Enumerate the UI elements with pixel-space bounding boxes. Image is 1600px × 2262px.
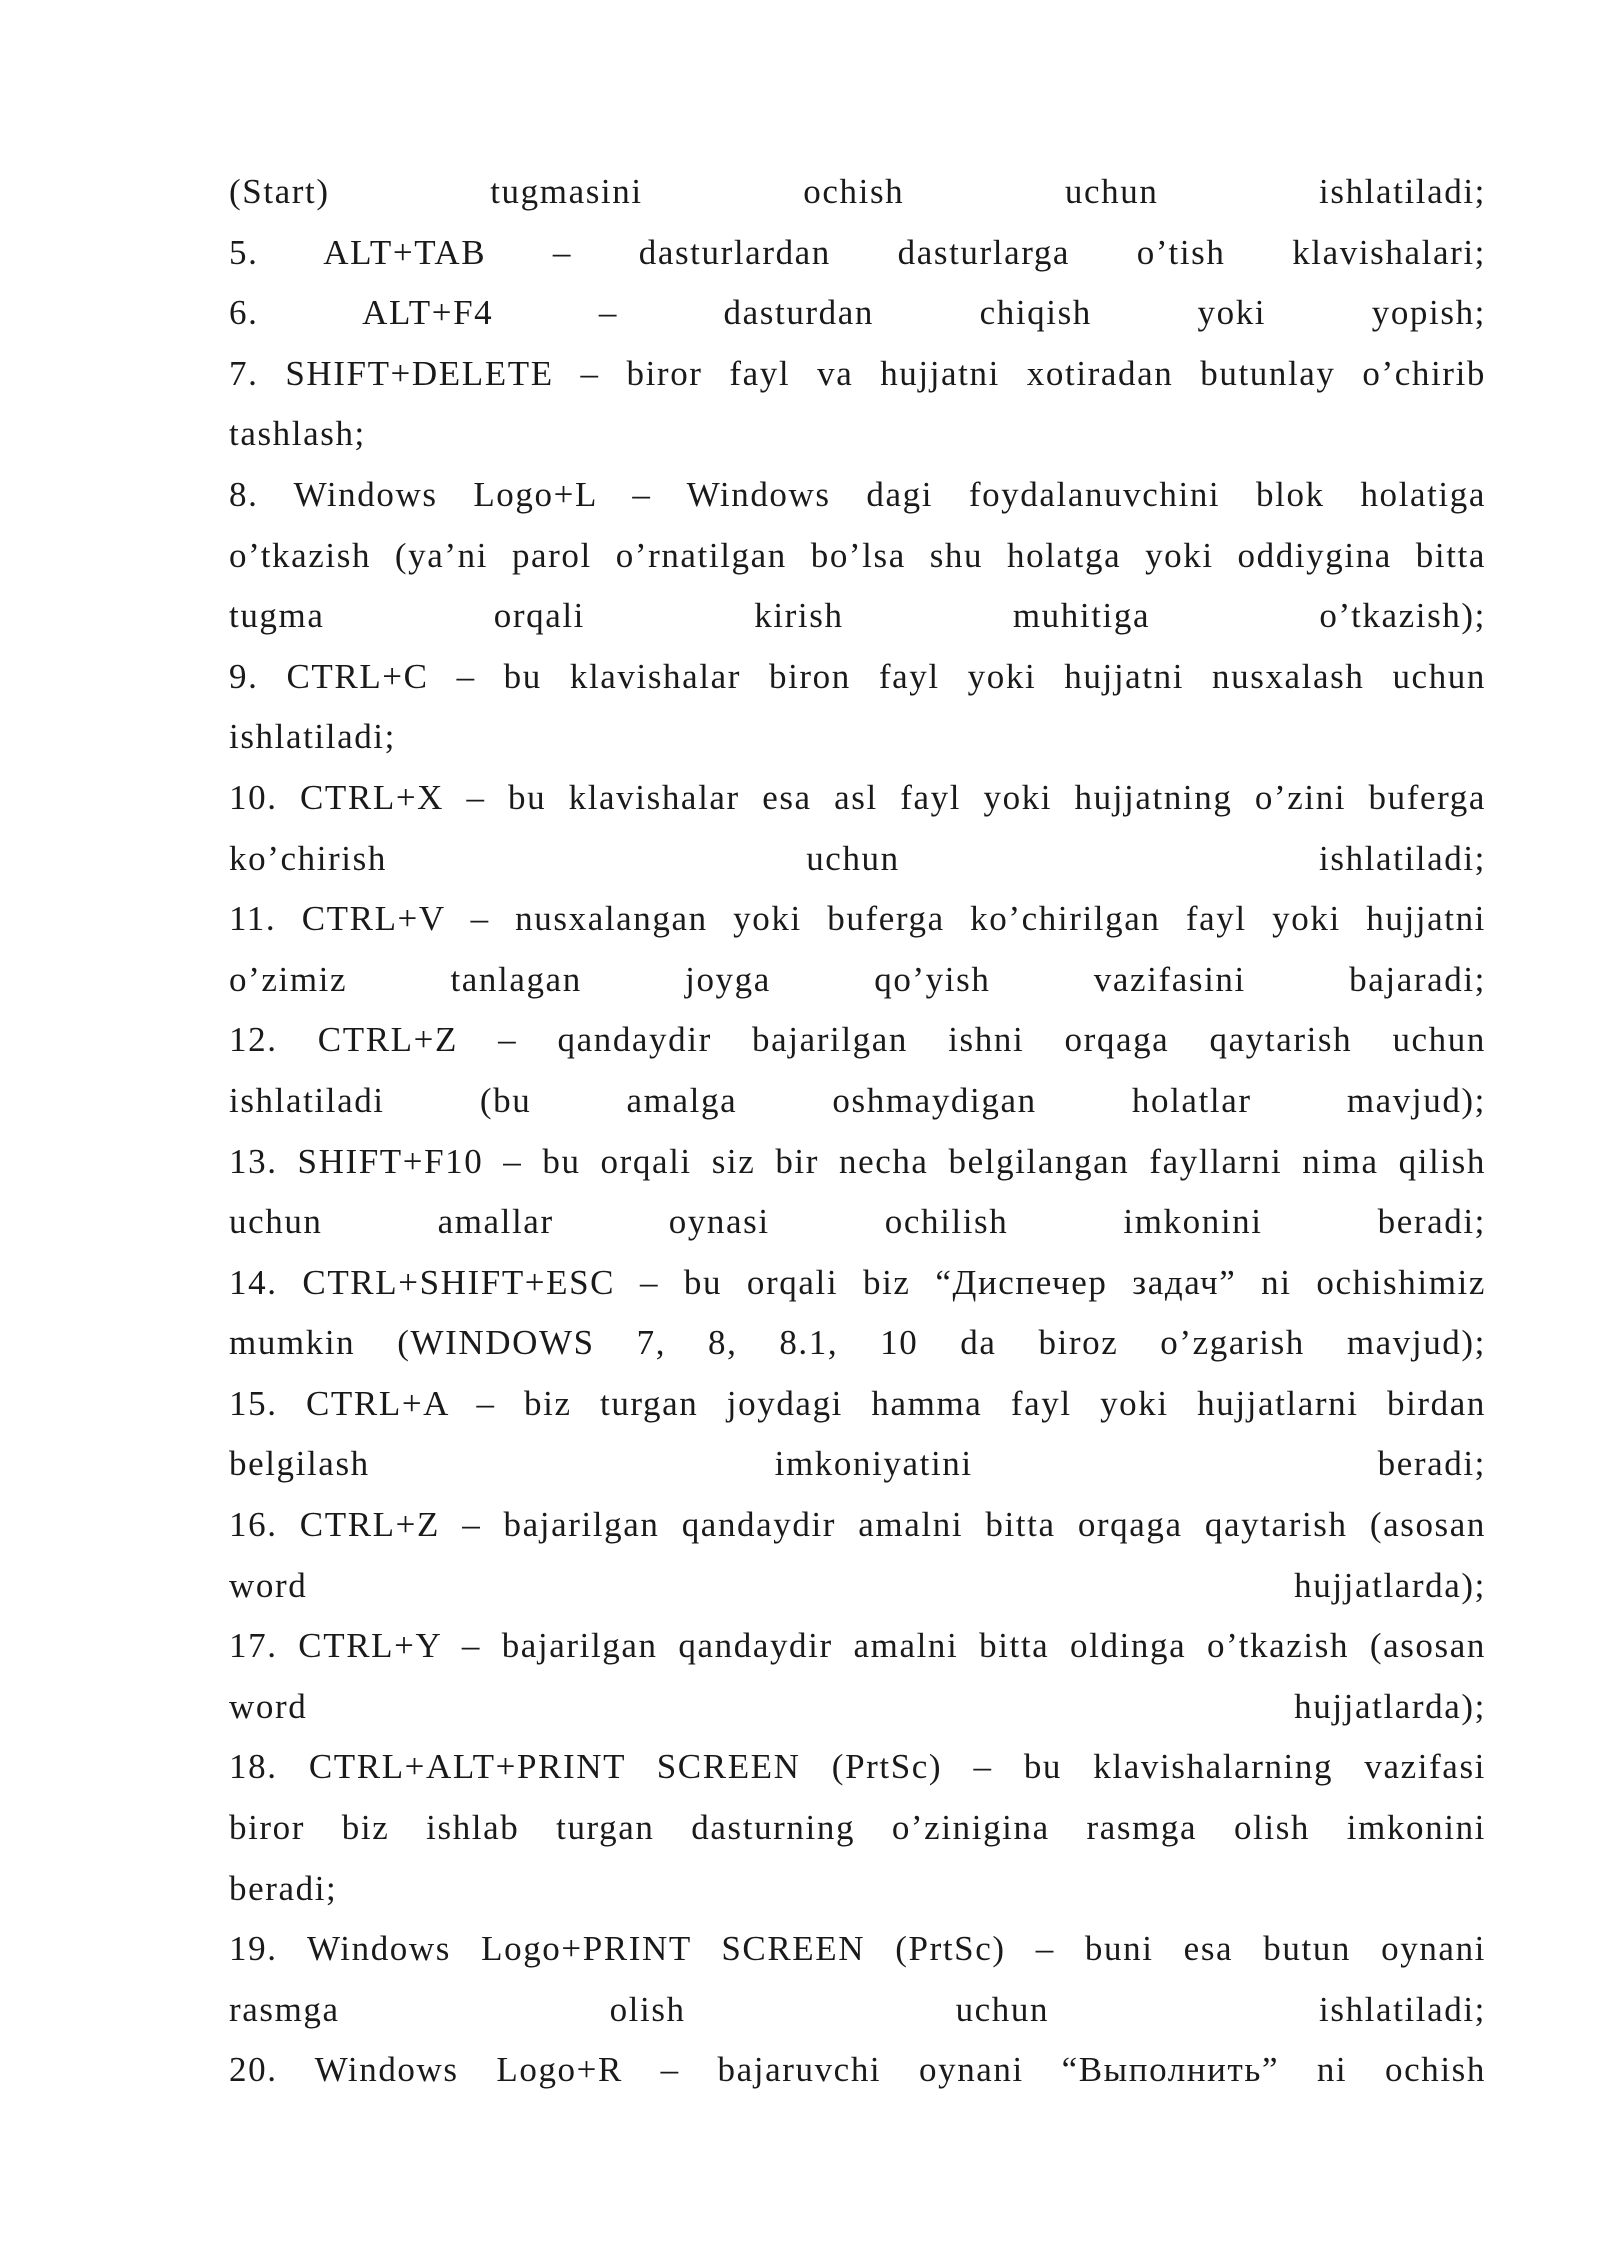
text-line: beradi; (229, 1868, 338, 1908)
text-line: belgilash imkoniyatini beradi; (229, 1444, 1486, 1484)
text-line: o’tkazish (ya’ni parol o’rnatilgan bo’lsa shu holatga yoki oddiygina bitta (229, 535, 1486, 575)
text-line: ishlatiladi; (229, 717, 396, 757)
text-line: word hujjatlarda); (229, 1686, 1486, 1726)
text-line: 10. CTRL+X – bu klavishalar esa asl fayl yoki hujjatning o’zini buferga (229, 777, 1486, 817)
text-line: 5. ALT+TAB – dasturlardan dasturlarga o’tish klavishalari; (229, 232, 1486, 272)
text-line: uchun amallar oynasi ochilish imkonini beradi; (229, 1202, 1486, 1242)
text-line: 20. Windows Logo+R – bajaruvchi oynani “Выполнить” ni ochish (229, 2050, 1486, 2090)
text-line: (Start) tugmasini ochish uchun ishlatiladi; (229, 172, 1486, 211)
text-line: 13. SHIFT+F10 – bu orqali siz bir necha belgilangan fayllarni nima qilish (229, 1141, 1486, 1181)
text-line: 12. CTRL+Z – qandaydir bajarilgan ishni orqaga qaytarish uchun (229, 1020, 1486, 1060)
text-line: ko’chirish uchun ishlatiladi; (229, 838, 1486, 878)
document-body (229, 162, 1486, 2101)
text-line: ishlatiladi (bu amalga oshmaydigan holatlar mavjud); (229, 1080, 1486, 1120)
text-line: tugma orqali kirish muhitiga o’tkazish); (229, 596, 1486, 636)
text-line: o’zimiz tanlagan joyga qo’yish vazifasini bajaradi; (229, 959, 1486, 999)
text-line: 14. CTRL+SHIFT+ESC – bu orqali biz “Диспечер задач” ni ochishimiz (229, 1262, 1486, 1302)
text-line: 17. CTRL+Y – bajarilgan qandaydir amalni bitta oldinga o’tkazish (asosan (229, 1626, 1486, 1666)
text-line: 19. Windows Logo+PRINT SCREEN (PrtSc) – buni esa butun oynani (229, 1929, 1486, 1969)
text-line: rasmga olish uchun ishlatiladi; (229, 1989, 1486, 2029)
text-line: mumkin (WINDOWS 7, 8, 8.1, 10 da biroz o’zgarish mavjud); (229, 1323, 1486, 1363)
text-line: biror biz ishlab turgan dasturning o’zinigina rasmga olish imkonini (229, 1808, 1486, 1848)
text-line: 16. CTRL+Z – bajarilgan qandaydir amalni bitta orqaga qaytarish (asosan (229, 1505, 1486, 1545)
text-line: 18. CTRL+ALT+PRINT SCREEN (PrtSc) – bu klavishalarning vazifasi (229, 1747, 1486, 1787)
text-line: 7. SHIFT+DELETE – biror fayl va hujjatni xotiradan butunlay o’chirib (229, 353, 1486, 393)
text-line: 15. CTRL+A – biz turgan joydagi hamma fayl yoki hujjatlarni birdan (229, 1383, 1486, 1423)
text-line: word hujjatlarda); (229, 1565, 1486, 1605)
text-line: tashlash; (229, 414, 366, 454)
text-line: 6. ALT+F4 – dasturdan chiqish yoki yopish; (229, 293, 1486, 333)
text-line: 8. Windows Logo+L – Windows dagi foydalanuvchini blok holatiga (229, 474, 1486, 514)
text-line: 11. CTRL+V – nusxalangan yoki buferga ko’chirilgan fayl yoki hujjatni (229, 899, 1486, 939)
text-line: 9. CTRL+C – bu klavishalar biron fayl yoki hujjatni nusxalash uchun (229, 656, 1486, 696)
